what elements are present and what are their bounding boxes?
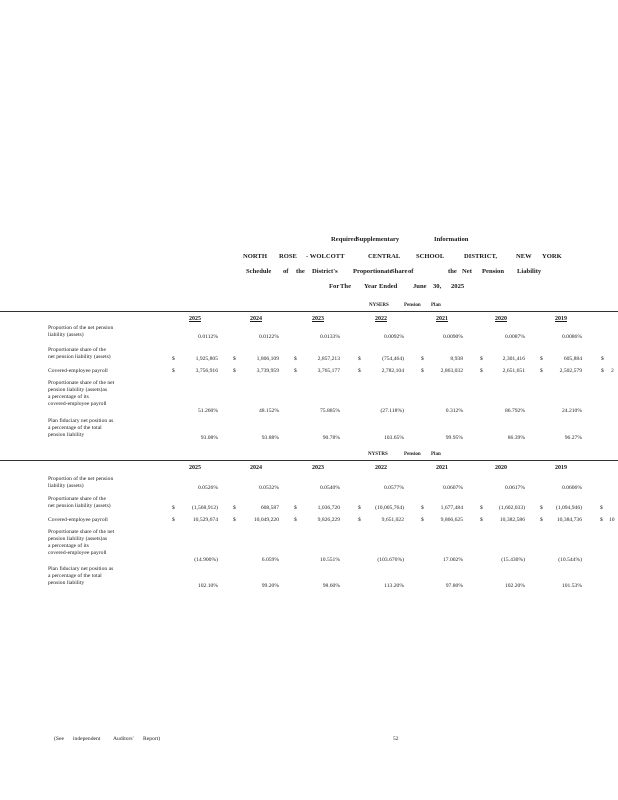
header-line4-word2: The [340, 283, 351, 290]
trs-cell-value: 608,587 [260, 505, 279, 511]
trs-currency-sign: $ [358, 505, 361, 511]
trs-row-label: a percentage of the total [48, 573, 102, 579]
trs-row-label: Covered-employee payroll [48, 517, 108, 523]
ers-cell-value: 24.210% [561, 408, 582, 414]
nysers-title-word2: Pension [404, 303, 421, 308]
ers-currency-sign: $ [294, 356, 297, 362]
ers-cell-value: 48.152% [258, 408, 279, 414]
ers-cell-value: 605,884 [563, 356, 582, 362]
ers-cell-value: 0.0122% [258, 334, 279, 340]
trs-currency-sign: $ [540, 517, 543, 523]
header-line3-word6: Share [391, 268, 408, 275]
trs-year-header: 2021 [436, 465, 448, 471]
header-line3-word2: of [283, 268, 289, 275]
ers-currency-sign: $ [294, 368, 297, 374]
footer-note-word1: (See [54, 736, 64, 742]
trs-cell-value: 101.53% [561, 583, 582, 589]
trs-cell-value: 99.20% [261, 583, 279, 589]
trs-currency-sign: $ [172, 505, 175, 511]
trs-cell-value: 17.002% [442, 557, 463, 563]
nysers-title-word3: Plan [431, 303, 441, 308]
ers-row-label: covered-employee payroll [48, 401, 107, 407]
trs-currency-sign: $ [233, 505, 236, 511]
ers-year-header: 2022 [375, 316, 387, 322]
nysers-top-rule [0, 311, 618, 312]
trs-currency-sign: $ [540, 505, 543, 511]
header-line2-word3: - WOLCOTT [306, 253, 345, 260]
header-line1-word3: Information [434, 236, 469, 243]
header-line3-word10: Pension [482, 268, 504, 275]
trs-cell-value: 1,036,720 [317, 505, 340, 511]
ers-row-label: Plan fiduciary net position as [48, 418, 114, 424]
nystrs-top-rule [0, 460, 618, 461]
ers-year-header: 2024 [250, 316, 262, 322]
ers-currency-sign: $ [358, 356, 361, 362]
nystrs-cell-value-clipped: 10 [609, 517, 615, 523]
ers-currency-sign: $ [233, 368, 236, 374]
trs-cell-value: 97.80% [445, 583, 463, 589]
ers-cell-value: 0.0092% [383, 334, 404, 340]
ers-currency-sign: $ [540, 356, 543, 362]
ers-cell-value: 3,739,959 [256, 368, 279, 374]
ers-cell-value: 0.0112% [198, 334, 218, 340]
header-line2-word1: NORTH [243, 253, 267, 260]
header-line3-word3: the [296, 268, 305, 275]
trs-cell-value: 9,651,022 [381, 517, 404, 523]
trs-cell-value: 10,382,586 [499, 517, 525, 523]
ers-cell-value: 8,938 [450, 356, 463, 362]
trs-cell-value: 102.10% [197, 583, 218, 589]
trs-currency-sign: $ [421, 505, 424, 511]
ers-cell-value: 0.0133% [319, 334, 340, 340]
trs-currency-sign: $ [421, 517, 424, 523]
trs-currency-sign: $ [294, 517, 297, 523]
header-line4-word7: 2025 [451, 283, 465, 290]
trs-cell-value: (10.544%) [558, 557, 582, 563]
ers-cell-value: 2,301,416 [502, 356, 525, 362]
trs-cell-value: 10,049,220 [253, 517, 279, 523]
trs-row-label: Proportionate share of the [48, 496, 106, 502]
ers-year-header: 2025 [189, 316, 201, 322]
ers-cell-value: 1,806,109 [256, 356, 279, 362]
header-line2-word2: ROSE [279, 253, 297, 260]
ers-cell-value: 2,651,651 [502, 368, 525, 374]
header-line4-word3: Year [364, 283, 378, 290]
header-line1-word1: Required [331, 236, 358, 243]
trs-cell-value: 0.0606% [561, 485, 582, 491]
trs-cell-value: (1,094,946) [555, 505, 582, 511]
trs-year-header: 2024 [250, 465, 262, 471]
trs-cell-value: 113.20% [384, 583, 404, 589]
header-line4-word4: Ended [379, 283, 398, 290]
header-line4-word6: 30, [433, 283, 442, 290]
trs-cell-value: 0.0526% [197, 485, 218, 491]
trs-year-header: 2020 [495, 465, 507, 471]
nystrs-currency-sign-clipped: $ [600, 505, 603, 511]
ers-row-label: pension liability (assets)as [48, 387, 108, 393]
ers-cell-value: 93.08% [200, 435, 218, 441]
nysers-currency-sign-clipped: $ [601, 368, 604, 374]
ers-year-header: 2020 [495, 316, 507, 322]
trs-currency-sign: $ [480, 517, 483, 523]
ers-row-label: Covered-employee payroll [48, 368, 108, 374]
ers-row-label: a percentage of the total [48, 425, 102, 431]
trs-currency-sign: $ [480, 505, 483, 511]
trs-cell-value: (14.900%) [194, 557, 218, 563]
trs-row-label: pension liability [48, 580, 85, 586]
ers-cell-value: 0.312% [445, 408, 463, 414]
ers-year-header: 2019 [555, 316, 567, 322]
ers-cell-value: 1,925,805 [195, 356, 218, 362]
ers-year-header: 2021 [436, 316, 448, 322]
trs-cell-value: (1,568,912) [191, 505, 218, 511]
ers-cell-value: 0.0086% [561, 334, 582, 340]
trs-year-header: 2023 [312, 465, 324, 471]
ers-cell-value: (754,464) [382, 356, 404, 362]
trs-row-label: Plan fiduciary net position as [48, 566, 114, 572]
footer-note-word2: independent [73, 736, 101, 742]
ers-cell-value: 3,765,177 [317, 368, 340, 374]
ers-row-label: pension liability [48, 432, 85, 438]
trs-row-label: covered-employee payroll [48, 550, 107, 556]
footer-note-word3: Auditors' [113, 736, 134, 742]
ers-row-label: Proportionate share of the [48, 347, 106, 353]
trs-year-header: 2022 [375, 465, 387, 471]
trs-row-label: a percentage of its [48, 543, 89, 549]
header-line3-word4: District's [312, 268, 338, 275]
ers-row-label: Proportionate share of the net [48, 380, 115, 386]
ers-currency-sign: $ [172, 368, 175, 374]
header-line3-word7: of [408, 268, 414, 275]
trs-year-header: 2019 [555, 465, 567, 471]
header-line3-word11: Liability [517, 268, 542, 275]
trs-currency-sign: $ [172, 517, 175, 523]
header-line2-word5: SCHOOL [416, 253, 445, 260]
ers-cell-value: 99.95% [445, 435, 463, 441]
ers-cell-value: 51.260% [197, 408, 218, 414]
trs-currency-sign: $ [233, 517, 236, 523]
nysers-title-word1: NYSERS [369, 303, 389, 308]
trs-currency-sign: $ [358, 517, 361, 523]
nystrs-currency-sign-clipped: $ [600, 517, 603, 523]
ers-currency-sign: $ [540, 368, 543, 374]
header-line4-word5: June [413, 283, 427, 290]
ers-cell-value: 90.78% [322, 435, 340, 441]
ers-year-header: 2023 [312, 316, 324, 322]
ers-row-label: net pension liability (assets) [48, 354, 111, 360]
ers-cell-value: 103.65% [383, 435, 404, 441]
nystrs-title-word3: Plan [431, 452, 441, 457]
header-line2-word7: NEW [516, 253, 532, 260]
trs-cell-value: 1,677,484 [440, 505, 463, 511]
footer-note-word4: Report) [143, 736, 161, 742]
trs-year-header: 2025 [189, 465, 201, 471]
ers-currency-sign: $ [358, 368, 361, 374]
ers-cell-value: 86.39% [507, 435, 525, 441]
ers-cell-value: (27.118%) [380, 408, 404, 414]
trs-row-label: net pension liability (assets) [48, 503, 111, 509]
ers-cell-value: 86.792% [504, 408, 525, 414]
ers-cell-value: 0.0087% [504, 334, 525, 340]
nystrs-title-word2: Pension [404, 452, 421, 457]
ers-currency-sign: $ [172, 356, 175, 362]
ers-cell-value: 2,863,032 [440, 368, 463, 374]
ers-cell-value: 0.0090% [442, 334, 463, 340]
ers-cell-value: 96.27% [564, 435, 582, 441]
ers-currency-sign: $ [480, 368, 483, 374]
trs-cell-value: 10,384,736 [556, 517, 582, 523]
ers-cell-value: 2,782,104 [381, 368, 404, 374]
ers-row-label: a percentage of its [48, 394, 89, 400]
trs-cell-value: 0.0577% [383, 485, 404, 491]
header-line3-word8: the [448, 268, 457, 275]
header-line3-word1: Schedule [246, 268, 272, 275]
trs-cell-value: 9,866,625 [440, 517, 463, 523]
trs-cell-value: (103.676%) [377, 557, 404, 563]
trs-cell-value: 10,529,674 [192, 517, 218, 523]
trs-cell-value: 98.60% [322, 583, 340, 589]
trs-cell-value: 0.0532% [258, 485, 279, 491]
ers-currency-sign: $ [480, 356, 483, 362]
ers-currency-sign: $ [421, 368, 424, 374]
ers-cell-value: 75.885% [319, 408, 340, 414]
header-line3-word9: Net [462, 268, 472, 275]
ers-cell-value: 3,756,916 [195, 368, 218, 374]
trs-cell-value: 102.20% [504, 583, 525, 589]
page-number: 52 [393, 736, 399, 742]
header-line2-word4: CENTRAL [368, 253, 401, 260]
ers-currency-sign: $ [233, 356, 236, 362]
header-line4-word1: For [329, 283, 340, 290]
ers-row-label: liability (assets) [48, 332, 84, 338]
trs-currency-sign: $ [294, 505, 297, 511]
trs-row-label: Proportionate share of the net [48, 529, 115, 535]
nystrs-title-word1: NYSTRS [368, 452, 388, 457]
trs-row-label: liability (assets) [48, 483, 84, 489]
ers-cell-value: 2,502,579 [559, 368, 582, 374]
trs-cell-value: (10,005,764) [375, 505, 404, 511]
header-line2-word8: YORK [542, 253, 562, 260]
trs-row-label: pension liability (assets)as [48, 536, 108, 542]
trs-cell-value: 0.0617% [504, 485, 525, 491]
ers-cell-value: 2,857,213 [317, 356, 340, 362]
trs-row-label: Proportion of the net pension [48, 476, 114, 482]
trs-cell-value: (15.430%) [501, 557, 525, 563]
trs-cell-value: 0.0607% [442, 485, 463, 491]
nysers-currency-sign-clipped: $ [601, 356, 604, 362]
header-line3-word5: Proportionate [353, 268, 393, 275]
ers-cell-value: 93.88% [261, 435, 279, 441]
ers-currency-sign: $ [421, 356, 424, 362]
trs-cell-value: 10.551% [319, 557, 340, 563]
trs-cell-value: 6.059% [261, 557, 279, 563]
trs-cell-value: (1,602,033) [498, 505, 525, 511]
header-line2-word6: DISTRICT, [464, 253, 498, 260]
trs-cell-value: 9,826,229 [317, 517, 340, 523]
nysers-cell-value-clipped: 2 [611, 368, 614, 374]
trs-cell-value: 0.0540% [319, 485, 340, 491]
ers-row-label: Proportion of the net pension [48, 325, 114, 331]
header-line1-word2: Supplementary [356, 236, 400, 243]
